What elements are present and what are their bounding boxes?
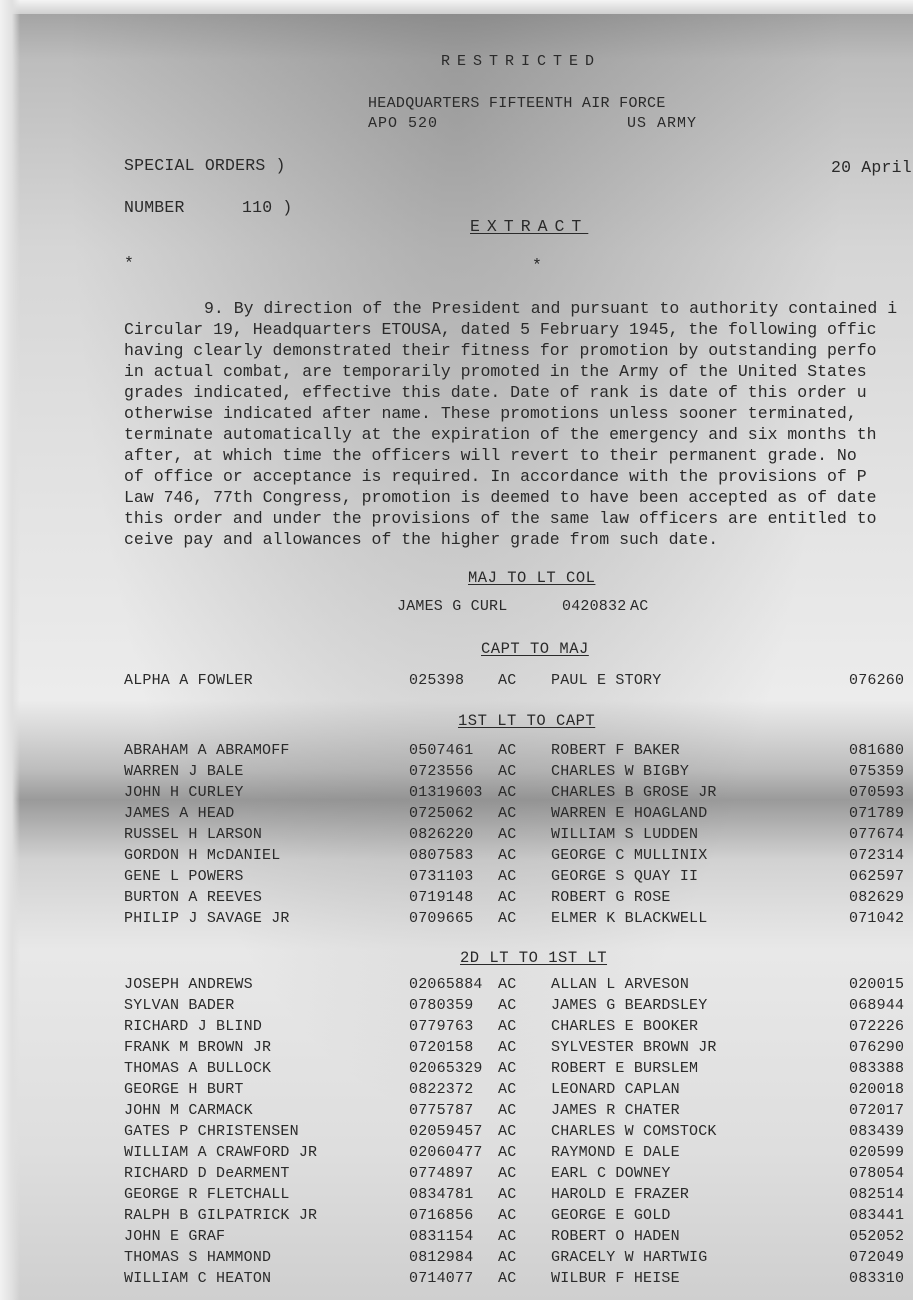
table-row: [0, 1165, 913, 1186]
officer-serial: 0723556: [409, 763, 474, 780]
officer-name: THOMAS A BULLOCK: [124, 1060, 272, 1077]
paragraph-line: after, at which time the officers will revert to their permanent grade. No: [124, 446, 857, 465]
officer-serial: 071042: [849, 910, 905, 927]
table-row: [0, 1081, 913, 1102]
officer-name: HAROLD E FRAZER: [551, 1186, 690, 1203]
officer-name: EARL C DOWNEY: [551, 1165, 671, 1182]
officer-name: GEORGE S QUAY II: [551, 868, 699, 885]
section-title-maj-to-ltcol: MAJ TO LT COL: [468, 569, 596, 587]
officer-name: ABRAHAM A ABRAMOFF: [124, 742, 290, 759]
officer-serial: 0420832: [562, 598, 627, 615]
paragraph-line: terminate automatically at the expiration of the emergency and six months th: [124, 425, 877, 444]
officer-serial: 072226: [849, 1018, 905, 1035]
table-row: [0, 1270, 913, 1291]
paragraph-line: ceive pay and allowances of the higher grade from such date.: [124, 530, 719, 549]
officer-serial: 0812984: [409, 1249, 474, 1266]
officer-serial: 02060477: [409, 1144, 483, 1161]
officer-serial: 077674: [849, 826, 905, 843]
page-top-edge: [0, 0, 913, 14]
officer-serial: 082629: [849, 889, 905, 906]
table-row: [0, 868, 913, 889]
officer-name: JOHN E GRAF: [124, 1228, 226, 1245]
section-title-2d-lt-to-1st-lt: 2D LT TO 1ST LT: [460, 949, 608, 967]
officer-branch: AC: [498, 847, 517, 864]
officer-name: WILBUR F HEISE: [551, 1270, 680, 1287]
extract-title: EXTRACT: [470, 217, 589, 236]
officer-name: ROBERT E BURSLEM: [551, 1060, 699, 1077]
paragraph-line: having clearly demonstrated their fitness for promotion by outstanding perfo: [124, 341, 877, 360]
officer-serial: 083441: [849, 1207, 905, 1224]
number-label: NUMBER: [124, 198, 185, 217]
officer-branch: AC: [498, 1081, 517, 1098]
officer-name: JAMES R CHATER: [551, 1102, 680, 1119]
officer-serial: 076290: [849, 1039, 905, 1056]
officer-branch: AC: [498, 1102, 517, 1119]
officer-branch: AC: [498, 976, 517, 993]
officer-name: GEORGE H BURT: [124, 1081, 244, 1098]
officer-name: CHARLES E BOOKER: [551, 1018, 699, 1035]
officer-serial: 081680: [849, 742, 905, 759]
officer-name: PHILIP J SAVAGE JR: [124, 910, 290, 927]
table-row: [0, 742, 913, 763]
paragraph-line: this order and under the provisions of the same law officers are entitled to: [124, 509, 877, 528]
officer-serial: 0822372: [409, 1081, 474, 1098]
apo-line: APO 520: [368, 115, 439, 132]
officer-serial: 068944: [849, 997, 905, 1014]
paragraph-line: in actual combat, are temporarily promoted in the Army of the United States: [124, 362, 867, 381]
officer-serial: 071789: [849, 805, 905, 822]
officer-name: RALPH B GILPATRICK JR: [124, 1207, 318, 1224]
table-row: [0, 1207, 913, 1228]
officer-branch: AC: [498, 889, 517, 906]
officer-serial: 070593: [849, 784, 905, 801]
officer-serial: 0720158: [409, 1039, 474, 1056]
officer-name: GORDON H McDANIEL: [124, 847, 281, 864]
officer-serial: 020599: [849, 1144, 905, 1161]
officer-serial: 0780359: [409, 997, 474, 1014]
officer-name: RICHARD J BLIND: [124, 1018, 263, 1035]
officer-branch: AC: [498, 1144, 517, 1161]
officer-serial: 0716856: [409, 1207, 474, 1224]
officer-branch: AC: [498, 997, 517, 1014]
number-value: 110 ): [242, 198, 293, 217]
order-date: 20 April: [831, 158, 912, 177]
officer-branch: AC: [498, 868, 517, 885]
table-row: [0, 997, 913, 1018]
officer-name: LEONARD CAPLAN: [551, 1081, 680, 1098]
table-row: [0, 763, 913, 784]
officer-name: PAUL E STORY: [551, 672, 662, 689]
officer-name: JAMES A HEAD: [124, 805, 235, 822]
officer-name: ROBERT F BAKER: [551, 742, 680, 759]
officer-name: ELMER K BLACKWELL: [551, 910, 708, 927]
table-row: [0, 826, 913, 847]
officer-name: CHARLES B GROSE JR: [551, 784, 717, 801]
officer-name: ROBERT G ROSE: [551, 889, 671, 906]
order-paragraph: [124, 298, 913, 550]
section-title-1st-lt-to-capt: 1ST LT TO CAPT: [458, 712, 596, 730]
officer-branch: AC: [498, 1018, 517, 1035]
table-row: [0, 910, 913, 931]
officer-name: JOHN H CURLEY: [124, 784, 244, 801]
table-row: [0, 1186, 913, 1207]
officer-serial: 072049: [849, 1249, 905, 1266]
officer-name: JAMES G CURL: [397, 598, 508, 615]
officer-serial: 025398: [409, 672, 465, 689]
officer-serial: 0775787: [409, 1102, 474, 1119]
asterisk-center: *: [532, 256, 543, 275]
officer-serial: 0709665: [409, 910, 474, 927]
classification-label: RESTRICTED: [441, 53, 602, 70]
table-row: [0, 805, 913, 826]
table-row: [0, 1018, 913, 1039]
officer-serial: 0807583: [409, 847, 474, 864]
asterisk-left: *: [124, 254, 135, 273]
officer-serial: 062597: [849, 868, 905, 885]
table-row: [0, 976, 913, 997]
table-row: [0, 1228, 913, 1249]
officer-serial: 0731103: [409, 868, 474, 885]
officer-name: WARREN E HOAGLAND: [551, 805, 708, 822]
officer-branch: AC: [498, 1165, 517, 1182]
officer-serial: 083439: [849, 1123, 905, 1140]
officer-name: CHARLES W BIGBY: [551, 763, 690, 780]
officer-branch: AC: [498, 742, 517, 759]
officer-branch: AC: [498, 1060, 517, 1077]
officer-serial: 020018: [849, 1081, 905, 1098]
officer-serial: 083388: [849, 1060, 905, 1077]
table-row: [0, 1249, 913, 1270]
officer-branch: AC: [498, 910, 517, 927]
officer-name: WARREN J BALE: [124, 763, 244, 780]
officer-name: WILLIAM S LUDDEN: [551, 826, 699, 843]
officer-name: SYLVESTER BROWN JR: [551, 1039, 717, 1056]
table-row: [0, 847, 913, 868]
officer-branch: AC: [498, 1186, 517, 1203]
officer-name: ALLAN L ARVESON: [551, 976, 690, 993]
officer-branch: AC: [498, 805, 517, 822]
table-row: [0, 672, 913, 693]
officer-serial: 01319603: [409, 784, 483, 801]
officer-serial: 0779763: [409, 1018, 474, 1035]
officer-name: WILLIAM C HEATON: [124, 1270, 272, 1287]
officer-branch: AC: [498, 763, 517, 780]
officer-serial: 0719148: [409, 889, 474, 906]
officer-serial: 083310: [849, 1270, 905, 1287]
promotion-entry: [0, 598, 913, 619]
officer-name: JAMES G BEARDSLEY: [551, 997, 708, 1014]
table-row: [0, 1144, 913, 1165]
special-orders-label: SPECIAL ORDERS ): [124, 156, 286, 175]
officer-serial: 078054: [849, 1165, 905, 1182]
officer-serial: 076260: [849, 672, 905, 689]
officer-name: GRACELY W HARTWIG: [551, 1249, 708, 1266]
officer-serial: 0834781: [409, 1186, 474, 1203]
officer-branch: AC: [498, 1270, 517, 1287]
paragraph-line: Law 746, 77th Congress, promotion is deemed to have been accepted as of date: [124, 488, 877, 507]
officer-name: CHARLES W COMSTOCK: [551, 1123, 717, 1140]
officer-branch: AC: [498, 1207, 517, 1224]
paragraph-line: otherwise indicated after name. These promotions unless sooner terminated,: [124, 404, 857, 423]
officer-branch: AC: [630, 598, 649, 615]
officer-serial: 0826220: [409, 826, 474, 843]
officer-name: JOSEPH ANDREWS: [124, 976, 253, 993]
officer-branch: AC: [498, 1123, 517, 1140]
officer-name: GEORGE C MULLINIX: [551, 847, 708, 864]
officer-branch: AC: [498, 1249, 517, 1266]
officer-name: GATES P CHRISTENSEN: [124, 1123, 299, 1140]
officer-serial: 0831154: [409, 1228, 474, 1245]
officer-name: RAYMOND E DALE: [551, 1144, 680, 1161]
officer-name: WILLIAM A CRAWFORD JR: [124, 1144, 318, 1161]
officer-branch: AC: [498, 826, 517, 843]
officer-name: RICHARD D DeARMENT: [124, 1165, 290, 1182]
officer-serial: 02065329: [409, 1060, 483, 1077]
officer-branch: AC: [498, 1039, 517, 1056]
officer-serial: 020015: [849, 976, 905, 993]
officer-name: GEORGE E GOLD: [551, 1207, 671, 1224]
officer-name: GEORGE R FLETCHALL: [124, 1186, 290, 1203]
officer-name: ROBERT O HADEN: [551, 1228, 680, 1245]
paragraph-line: grades indicated, effective this date. Date of rank is date of this order u: [124, 383, 867, 402]
table-row: [0, 784, 913, 805]
table-row: [0, 1123, 913, 1144]
section-title-capt-to-maj: CAPT TO MAJ: [481, 640, 589, 658]
hq-line: HEADQUARTERS FIFTEENTH AIR FORCE: [368, 95, 666, 112]
paragraph-line: Circular 19, Headquarters ETOUSA, dated 5 February 1945, the following offic: [124, 320, 877, 339]
officer-name: SYLVAN BADER: [124, 997, 235, 1014]
officer-serial: 0507461: [409, 742, 474, 759]
table-row: [0, 1060, 913, 1081]
officer-name: THOMAS S HAMMOND: [124, 1249, 272, 1266]
officer-name: RUSSEL H LARSON: [124, 826, 263, 843]
officer-serial: 075359: [849, 763, 905, 780]
officer-name: JOHN M CARMACK: [124, 1102, 253, 1119]
officer-name: BURTON A REEVES: [124, 889, 263, 906]
table-row: [0, 1102, 913, 1123]
officer-name: ALPHA A FOWLER: [124, 672, 253, 689]
paragraph-line: 9. By direction of the President and pursuant to authority contained i: [204, 299, 898, 318]
officer-serial: 072017: [849, 1102, 905, 1119]
officer-serial: 072314: [849, 847, 905, 864]
officer-name: FRANK M BROWN JR: [124, 1039, 272, 1056]
officer-serial: 0774897: [409, 1165, 474, 1182]
officer-serial: 02059457: [409, 1123, 483, 1140]
paragraph-line: of office or acceptance is required. In accordance with the provisions of P: [124, 467, 867, 486]
officer-serial: 0725062: [409, 805, 474, 822]
table-row: [0, 889, 913, 910]
officer-branch: AC: [498, 1228, 517, 1245]
officer-name: GENE L POWERS: [124, 868, 244, 885]
officer-branch: AC: [498, 784, 517, 801]
officer-branch: AC: [498, 672, 517, 689]
officer-serial: 052052: [849, 1228, 905, 1245]
army-line: US ARMY: [627, 115, 698, 132]
table-row: [0, 1039, 913, 1060]
officer-serial: 082514: [849, 1186, 905, 1203]
officer-serial: 0714077: [409, 1270, 474, 1287]
officer-serial: 02065884: [409, 976, 483, 993]
